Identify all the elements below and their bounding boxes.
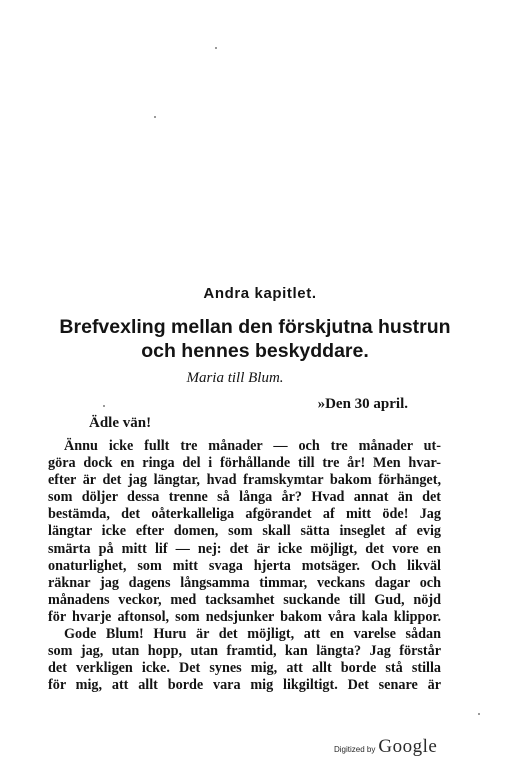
page-speck: [154, 116, 156, 118]
digitized-by-label: Digitized by: [334, 745, 376, 754]
page-speck: [215, 47, 217, 49]
page-speck: [478, 713, 480, 715]
body-line: räknar jag dagens långsamma timmar, veckans dagar och: [48, 574, 441, 591]
letter-salutation: Ädle vän!: [89, 415, 152, 431]
letter-body: [48, 438, 441, 694]
body-line: månadens veckor, med tacksamhet suckande till Gud, nöjd: [48, 591, 441, 608]
body-line: för mig, att allt borde vara mig likgiltigt. Det senare är: [48, 677, 441, 694]
body-line: efter är det jag längtar, hvad framskymtar bakom förhänget,: [48, 472, 441, 489]
letter-heading: Maria till Blum.: [186, 370, 284, 386]
body-line: Ännu icke fullt tre månader — och tre månader ut-: [64, 438, 441, 454]
body-line: bestämda, det oåterkalleliga afgörandet af mitt öde! Jag: [48, 506, 441, 523]
body-line: göra dock en ringa del i förhållande till tre år! Men hvar-: [48, 455, 441, 472]
letter-date: »Den 30 april.: [317, 396, 408, 412]
google-logo: Google: [378, 736, 438, 757]
section-title: [30, 315, 480, 363]
body-line: smärta på mitt lif — nej: det är icke möjligt, det vore en: [48, 540, 441, 557]
body-line: som jag, utan hopp, utan framtid, kan längta? Jag förstår: [48, 643, 441, 660]
body-line: onaturlighet, som mitt svaga hjerta motsäger. Och likväl: [48, 557, 441, 574]
body-line: det verkligen icke. Det synes mig, att allt borde stå stilla: [48, 660, 441, 677]
section-title-line: Brefvexling mellan den förskjutna hustrun: [59, 316, 451, 338]
body-line: Gode Blum! Huru är det möjligt, att en varelse sådan: [64, 626, 441, 643]
digitized-by-google-watermark: [334, 736, 437, 758]
body-line: för hvarje aftonsol, som nedsjunker bakom våra kala klippor.: [48, 608, 441, 625]
body-line: längtar icke efter domen, som skall sätta inseglet af evig: [48, 523, 441, 540]
chapter-heading: Andra kapitlet.: [203, 285, 317, 302]
section-title-line: och hennes beskyddare.: [141, 340, 369, 362]
body-line: som döljer dessa trenne så långa år? Hvad annat än det: [48, 489, 441, 506]
page-speck: [103, 405, 105, 407]
